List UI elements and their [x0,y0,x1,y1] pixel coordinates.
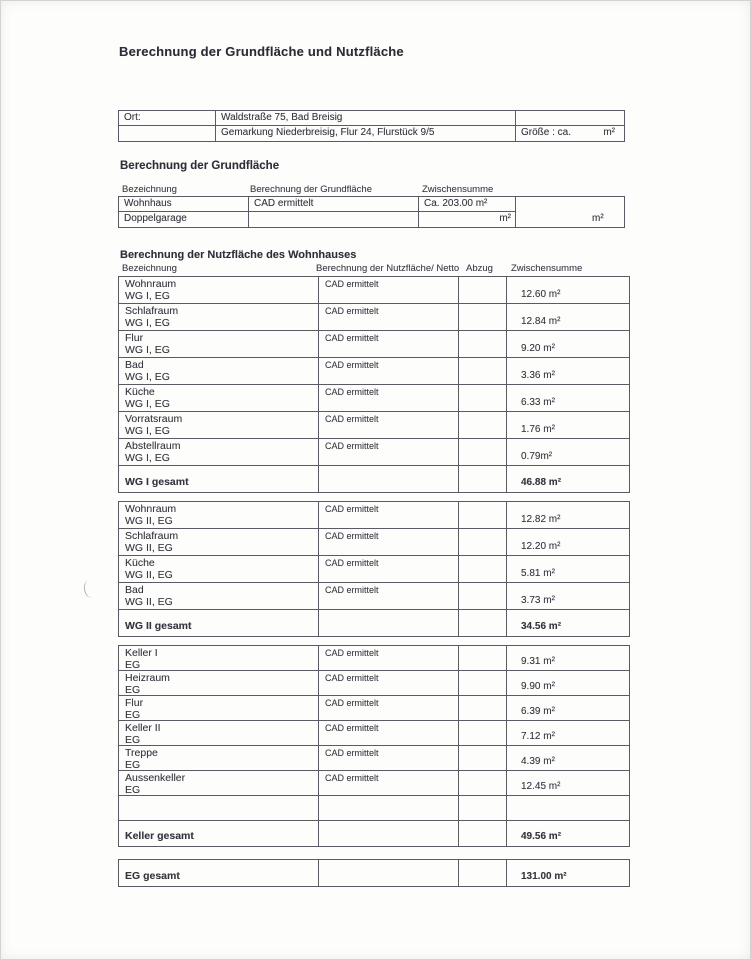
cell-bezeichnung [119,671,319,695]
total-label: EG gesamt [119,860,319,886]
cell-berechnung: CAD ermittelt [319,502,459,528]
room-name: Bad [125,359,144,371]
cell-bezeichnung [119,277,319,303]
table-row [119,439,629,466]
cell-berechnung: CAD ermittelt [319,358,459,384]
room-name: Treppe [125,747,158,759]
cell-zwischensumme: m² [419,212,516,227]
cell-zwischensumme: 4.39 m² [521,756,555,767]
nz-header-zwischensumme: Zwischensumme [511,263,583,274]
cell-abzug [459,466,507,492]
cell-bezeichnung [119,771,319,795]
table-row [119,502,629,529]
block-keller-table [118,645,630,847]
table-row [119,331,629,358]
room-name: Flur [125,697,144,709]
cell-abzug [459,696,507,720]
table-row [119,583,629,610]
cell-berechnung: CAD ermittelt [319,646,459,670]
cell-zwischensumme: Ca. 203.00 m² [419,197,516,212]
cell-abzug [459,331,507,357]
cell-bezeichnung [119,746,319,770]
cell-zwischensumme: 12.82 m² [521,514,561,525]
room-name: Schlafraum [125,530,179,542]
cell-abzug [459,721,507,745]
cell-bezeichnung [119,358,319,384]
total-row [119,860,629,886]
cell-unit-right [516,197,624,212]
room-unit: WG II, EG [125,569,173,581]
cell-abzug [459,502,507,528]
size-cell-empty [516,111,624,126]
cell-berechnung: CAD ermittelt [319,304,459,330]
cell-berechnung: CAD ermittelt [319,721,459,745]
cell-berechnung: CAD ermittelt [319,529,459,555]
location-table [118,110,625,142]
cell-berechnung [249,212,419,227]
total-row [119,610,629,636]
ort-label: Ort: [119,111,216,126]
total-row [119,466,629,492]
document-title: Berechnung der Grundfläche und Nutzfläche [119,44,404,59]
cell-abzug [459,771,507,795]
room-unit: EG [125,684,141,695]
total-label: WG II gesamt [119,610,319,636]
cell-abzug [459,412,507,438]
gf-header-berechnung: Berechnung der Grundfläche [250,184,372,195]
cell-abzug [459,358,507,384]
room-name: Wohnraum [125,503,177,515]
ort-empty-cell [119,126,216,141]
room-name: Küche [125,557,155,569]
cell-berechnung: CAD ermittelt [319,771,459,795]
total-label: Keller gesamt [119,821,319,846]
nutzflaeche-tables [118,276,630,895]
cell-abzug [459,796,507,820]
gf-header-zwischensumme: Zwischensumme [422,184,494,195]
room-name: Heizraum [125,672,170,684]
cell-bezeichnung [119,796,319,820]
cell-abzug [459,277,507,303]
table-row [119,771,629,796]
table-row [119,671,629,696]
cell-abzug [459,583,507,609]
room-unit: WG I, EG [125,371,170,383]
cell-abzug [459,385,507,411]
total-value: 49.56 m² [521,831,562,842]
table-row [119,696,629,721]
cell-berechnung: CAD ermittelt [319,746,459,770]
cell-bezeichnung [119,721,319,745]
cell-bezeichnung: Doppelgarage [119,212,249,227]
cell-abzug [459,304,507,330]
cell-bezeichnung [119,696,319,720]
cell-zwischensumme: 9.31 m² [521,656,555,667]
room-name: Küche [125,386,155,398]
table-row [119,358,629,385]
cell-berechnung: CAD ermittelt [319,277,459,303]
total-label: WG I gesamt [119,466,319,492]
room-unit: WG I, EG [125,425,170,437]
cell-zwischensumme: 1.76 m² [521,424,555,435]
room-name: Aussenkeller [125,772,186,784]
cell-abzug [459,671,507,695]
size-label: Größe : ca. [521,127,572,138]
address-line-2: Gemarkung Niederbreisig, Flur 24, Flurstück 9/5 [216,126,516,141]
cell-zwischensumme: 12.60 m² [521,289,561,300]
cell-berechnung [319,610,459,636]
size-unit: m² [603,127,615,138]
cell-abzug [459,439,507,465]
cell-zwischensumme: 12.45 m² [521,781,561,792]
cell-berechnung [319,796,459,820]
room-name: Wohnraum [125,278,177,290]
cell-bezeichnung [119,529,319,555]
cell-berechnung: CAD ermittelt [319,696,459,720]
cell-zwischensumme: 9.90 m² [521,681,555,692]
cell-bezeichnung [119,646,319,670]
cell-zwischensumme: 6.39 m² [521,706,555,717]
total-row [119,821,629,846]
room-name: Schlafraum [125,305,179,317]
nz-header-bezeichnung: Bezeichnung [122,263,177,274]
section-title-grundflaeche: Berechnung der Grundfläche [120,160,280,172]
table-row [119,529,629,556]
cell-bezeichnung [119,385,319,411]
block-eg-total-table [118,859,630,887]
nz-header-abzug: Abzug [466,263,493,274]
cell-abzug [459,610,507,636]
total-value: 34.56 m² [521,621,562,632]
block-wg1-table [118,276,630,493]
total-value: 46.88 m² [521,477,562,488]
cell-bezeichnung [119,412,319,438]
cell-berechnung [319,821,459,846]
cell-abzug [459,746,507,770]
cell-berechnung: CAD ermittelt [249,197,419,212]
empty-row [119,796,629,821]
cell-berechnung [319,860,459,886]
cell-berechnung: CAD ermittelt [319,439,459,465]
cell-abzug [459,860,507,886]
table-row [119,556,629,583]
room-name: Bad [125,584,144,596]
table-row [119,721,629,746]
cell-bezeichnung [119,331,319,357]
table-row [119,304,629,331]
cell-berechnung: CAD ermittelt [319,556,459,582]
block-wg2-table [118,501,630,637]
cell-bezeichnung [119,502,319,528]
address-line-1: Waldstraße 75, Bad Breisig [216,111,516,126]
cell-zwischensumme: 7.12 m² [521,731,555,742]
room-unit: WG II, EG [125,515,173,527]
table-row [119,277,629,304]
room-unit: EG [125,759,141,770]
cell-zwischensumme: 3.36 m² [521,370,555,381]
nz-header-berechnung: Berechnung der Nutzfläche/ Netto [316,263,460,274]
cell-zwischensumme: 12.20 m² [521,541,561,552]
table-row [119,746,629,771]
size-cell [516,126,624,141]
room-unit: WG I, EG [125,452,170,464]
cell-zwischensumme: 3.73 m² [521,595,555,606]
room-unit: EG [125,734,141,745]
cell-zwischensumme: 9.20 m² [521,343,555,354]
room-unit: EG [125,709,141,720]
room-name: Flur [125,332,144,344]
room-unit: WG II, EG [125,596,173,608]
table-row [119,412,629,439]
room-name: Keller I [125,647,158,659]
cell-bezeichnung [119,583,319,609]
cell-zwischensumme: 6.33 m² [521,397,555,408]
cell-zwischensumme: 0.79m² [521,451,553,462]
section-title-nutzflaeche: Berechnung der Nutzfläche des Wohnhauses [120,249,357,261]
cell-berechnung: CAD ermittelt [319,412,459,438]
room-unit: WG I, EG [125,398,170,410]
cell-berechnung [319,466,459,492]
cell-bezeichnung [119,556,319,582]
cell-berechnung: CAD ermittelt [319,583,459,609]
cell-abzug [459,646,507,670]
room-name: Keller II [125,722,161,734]
table-row [119,385,629,412]
cell-zwischensumme: 5.81 m² [521,568,555,579]
cell-abzug [459,556,507,582]
cell-berechnung: CAD ermittelt [319,671,459,695]
cell-zwischensumme [507,796,629,820]
cell-bezeichnung [119,304,319,330]
cell-berechnung: CAD ermittelt [319,385,459,411]
room-name: Vorratsraum [125,413,183,425]
gf-header-bezeichnung: Bezeichnung [122,184,177,195]
room-unit: WG II, EG [125,542,173,554]
cell-abzug [459,529,507,555]
table-row [119,646,629,671]
total-value: 131.00 m² [521,871,567,882]
room-unit: WG I, EG [125,344,170,356]
scan-pen-mark [82,579,98,599]
cell-bezeichnung: Wohnhaus [119,197,249,212]
room-name: Abstellraum [125,440,181,452]
cell-unit-right: m² [592,213,604,224]
room-unit: WG I, EG [125,290,170,302]
cell-zwischensumme: 12.84 m² [521,316,561,327]
room-unit: WG I, EG [125,317,170,329]
cell-berechnung: CAD ermittelt [319,331,459,357]
room-unit: EG [125,659,141,670]
grundflaeche-table [118,196,625,228]
cell-bezeichnung [119,439,319,465]
cell-abzug [459,821,507,846]
room-unit: EG [125,784,141,795]
